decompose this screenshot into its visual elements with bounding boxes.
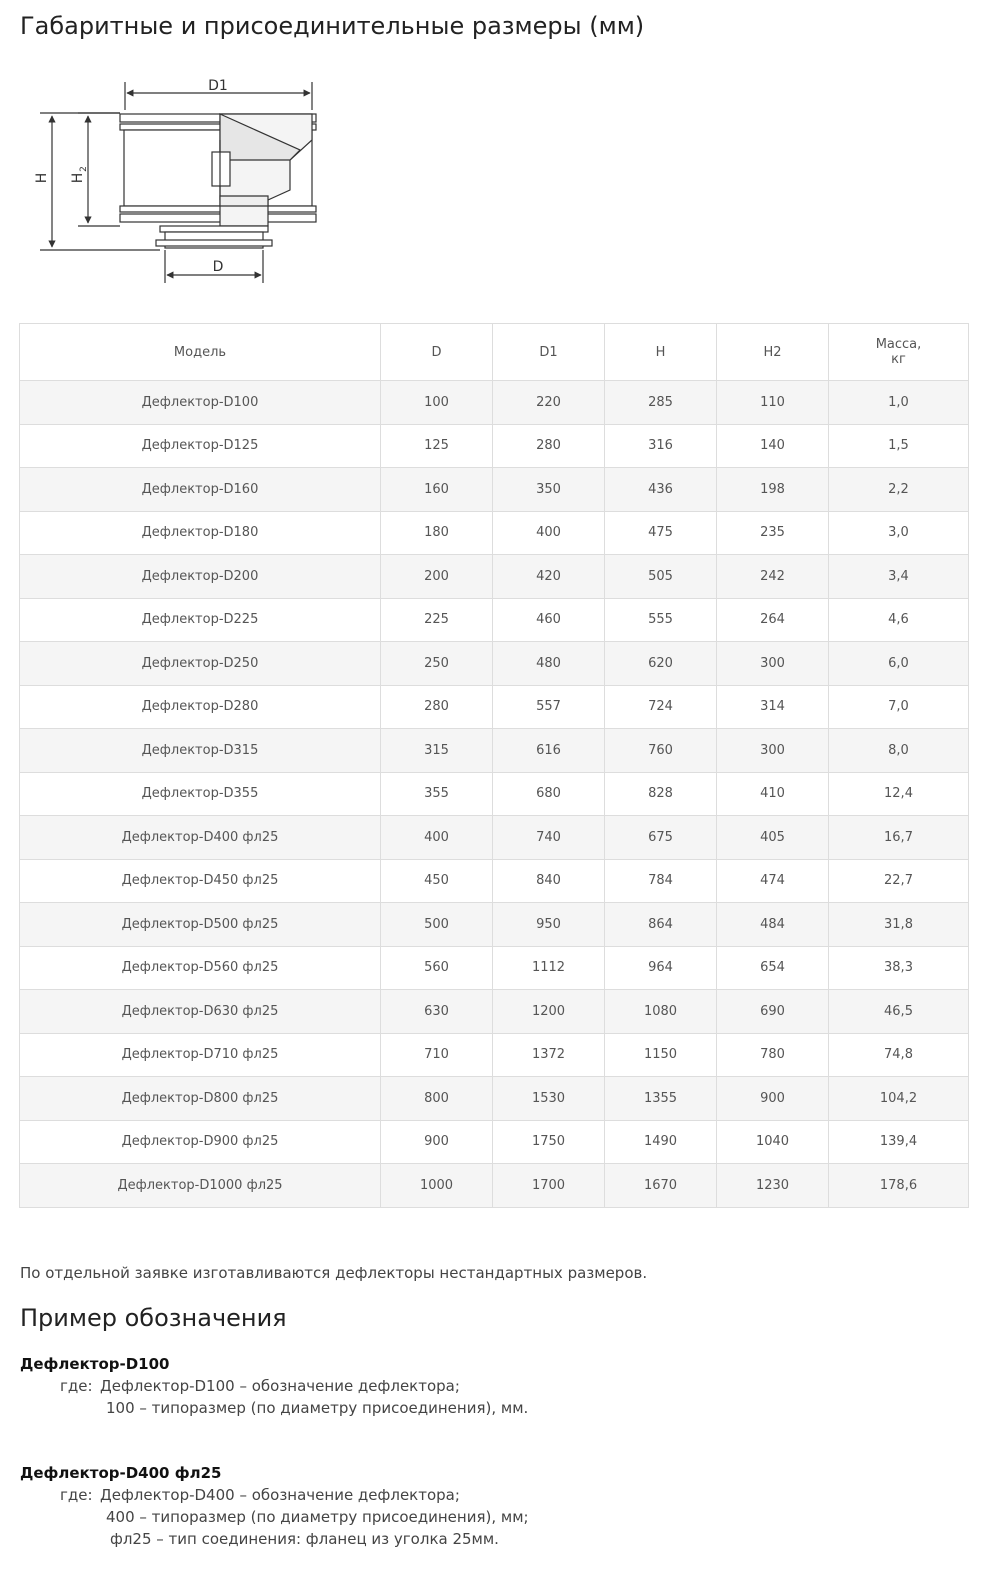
cell-d: 710 [381, 1033, 493, 1077]
cell-mass: 31,8 [829, 903, 969, 947]
cell-mass: 8,0 [829, 729, 969, 773]
cell-mass: 3,0 [829, 511, 969, 555]
example-where-label: где: [60, 1486, 93, 1504]
cell-d: 315 [381, 729, 493, 773]
example-title: Дефлектор-D400 фл25 [20, 1464, 222, 1482]
cell-model: Дефлектор-D250 [20, 642, 381, 686]
cell-d1: 400 [493, 511, 605, 555]
cell-d1: 950 [493, 903, 605, 947]
cell-d: 160 [381, 468, 493, 512]
cell-d: 900 [381, 1120, 493, 1164]
table-row [20, 946, 969, 990]
dim-label-h2: H [70, 172, 86, 184]
cell-mass: 4,6 [829, 598, 969, 642]
table-row [20, 1164, 969, 1208]
example-block-d400 [20, 1462, 920, 1550]
cell-d: 450 [381, 859, 493, 903]
cell-h2: 110 [717, 381, 829, 425]
cell-d1: 557 [493, 685, 605, 729]
cell-h2: 242 [717, 555, 829, 599]
table-row [20, 816, 969, 860]
table-row [20, 859, 969, 903]
example-line: фл25 – тип соединения: фланец из уголка 25мм. [110, 1530, 499, 1548]
example-title: Дефлектор-D100 [20, 1355, 170, 1373]
cell-h: 964 [605, 946, 717, 990]
cell-mass: 1,0 [829, 381, 969, 425]
cell-h: 505 [605, 555, 717, 599]
col-header-d1: D1 [493, 324, 605, 381]
table-row [20, 424, 969, 468]
cell-mass: 46,5 [829, 990, 969, 1034]
cell-h2: 1230 [717, 1164, 829, 1208]
col-header-mass [829, 324, 969, 381]
table-row [20, 729, 969, 773]
cell-model: Дефлектор-D225 [20, 598, 381, 642]
table-row [20, 903, 969, 947]
deflector-dimension-diagram [30, 72, 330, 292]
cell-model: Дефлектор-D200 [20, 555, 381, 599]
cell-h: 828 [605, 772, 717, 816]
table-row [20, 642, 969, 686]
table-row [20, 598, 969, 642]
table-row [20, 772, 969, 816]
cell-mass: 2,2 [829, 468, 969, 512]
cell-h: 475 [605, 511, 717, 555]
cell-d1: 1700 [493, 1164, 605, 1208]
cell-d: 355 [381, 772, 493, 816]
cell-d1: 480 [493, 642, 605, 686]
cell-mass: 38,3 [829, 946, 969, 990]
cell-model: Дефлектор-D160 [20, 468, 381, 512]
cell-h2: 300 [717, 729, 829, 773]
cell-model: Дефлектор-D450 фл25 [20, 859, 381, 903]
cell-model: Дефлектор-D1000 фл25 [20, 1164, 381, 1208]
col-header-model: Модель [20, 324, 381, 381]
dimensions-table [19, 323, 969, 1208]
cell-h2: 300 [717, 642, 829, 686]
col-header-h2: H2 [717, 324, 829, 381]
table-row [20, 1077, 969, 1121]
table-row [20, 511, 969, 555]
cell-d1: 840 [493, 859, 605, 903]
cell-h: 285 [605, 381, 717, 425]
cell-d1: 1372 [493, 1033, 605, 1077]
cell-d1: 680 [493, 772, 605, 816]
cell-model: Дефлектор-D800 фл25 [20, 1077, 381, 1121]
cell-h2: 264 [717, 598, 829, 642]
cell-d: 560 [381, 946, 493, 990]
cell-h2: 474 [717, 859, 829, 903]
col-header-h: H [605, 324, 717, 381]
cell-model: Дефлектор-D180 [20, 511, 381, 555]
cell-d1: 1112 [493, 946, 605, 990]
cell-h: 784 [605, 859, 717, 903]
cell-h2: 235 [717, 511, 829, 555]
cell-model: Дефлектор-D900 фл25 [20, 1120, 381, 1164]
cell-d: 630 [381, 990, 493, 1034]
cell-d1: 350 [493, 468, 605, 512]
example-line: 100 – типоразмер (по диаметру присоединения), мм. [106, 1399, 529, 1417]
cell-h2: 140 [717, 424, 829, 468]
dim-label-h: H [34, 172, 50, 184]
table-row [20, 555, 969, 599]
cell-d1: 1750 [493, 1120, 605, 1164]
cell-model: Дефлектор-D315 [20, 729, 381, 773]
cell-h2: 198 [717, 468, 829, 512]
cell-h: 1150 [605, 1033, 717, 1077]
cell-d: 1000 [381, 1164, 493, 1208]
table-row [20, 685, 969, 729]
cell-mass: 22,7 [829, 859, 969, 903]
cell-model: Дефлектор-D560 фл25 [20, 946, 381, 990]
cell-model: Дефлектор-D400 фл25 [20, 816, 381, 860]
cell-d1: 1530 [493, 1077, 605, 1121]
cell-h: 864 [605, 903, 717, 947]
dim-label-d: D [212, 259, 224, 275]
cell-h2: 780 [717, 1033, 829, 1077]
col-header-mass-label: Масса, [875, 337, 922, 352]
cell-h: 675 [605, 816, 717, 860]
cell-h2: 405 [717, 816, 829, 860]
cell-d: 500 [381, 903, 493, 947]
cell-h2: 690 [717, 990, 829, 1034]
cell-h: 724 [605, 685, 717, 729]
example-line [20, 1375, 920, 1397]
col-header-mass-unit: кг [891, 352, 906, 367]
cell-h: 1490 [605, 1120, 717, 1164]
cell-h2: 410 [717, 772, 829, 816]
cell-h2: 654 [717, 946, 829, 990]
cell-h: 316 [605, 424, 717, 468]
table-row [20, 1120, 969, 1164]
table-row [20, 990, 969, 1034]
example-line [20, 1484, 920, 1506]
cell-d: 180 [381, 511, 493, 555]
cell-d1: 420 [493, 555, 605, 599]
example-block-d100 [20, 1353, 920, 1419]
table-row [20, 381, 969, 425]
cell-h2: 314 [717, 685, 829, 729]
cell-d: 800 [381, 1077, 493, 1121]
cell-h2: 1040 [717, 1120, 829, 1164]
cell-mass: 104,2 [829, 1077, 969, 1121]
dim-label-h2-subscript: 2 [79, 166, 89, 172]
cell-mass: 7,0 [829, 685, 969, 729]
cell-mass: 6,0 [829, 642, 969, 686]
page-title: Габаритные и присоединительные размеры (мм) [20, 12, 645, 40]
table-header-row [20, 324, 969, 381]
example-text: Дефлектор-D400 – обозначение дефлектора; [100, 1486, 460, 1504]
cell-h: 436 [605, 468, 717, 512]
example-line: 400 – типоразмер (по диаметру присоединения), мм; [106, 1508, 529, 1526]
cell-d1: 1200 [493, 990, 605, 1034]
cell-h: 555 [605, 598, 717, 642]
cell-model: Дефлектор-D630 фл25 [20, 990, 381, 1034]
cell-d1: 280 [493, 424, 605, 468]
table-row [20, 468, 969, 512]
cell-model: Дефлектор-D125 [20, 424, 381, 468]
cell-d1: 220 [493, 381, 605, 425]
cell-model: Дефлектор-D355 [20, 772, 381, 816]
cell-d: 100 [381, 381, 493, 425]
example-text: Дефлектор-D100 – обозначение дефлектора; [100, 1377, 460, 1395]
dim-label-d1: D1 [208, 78, 228, 94]
cell-d: 225 [381, 598, 493, 642]
cell-d1: 460 [493, 598, 605, 642]
example-where-label: где: [60, 1377, 93, 1395]
cell-d: 400 [381, 816, 493, 860]
cell-h: 620 [605, 642, 717, 686]
cell-mass: 16,7 [829, 816, 969, 860]
cell-d: 200 [381, 555, 493, 599]
cell-d: 250 [381, 642, 493, 686]
cell-h: 1355 [605, 1077, 717, 1121]
cell-mass: 178,6 [829, 1164, 969, 1208]
cell-model: Дефлектор-D280 [20, 685, 381, 729]
cell-h: 1080 [605, 990, 717, 1034]
cell-model: Дефлектор-D100 [20, 381, 381, 425]
cell-d: 280 [381, 685, 493, 729]
cell-d: 125 [381, 424, 493, 468]
cell-h: 1670 [605, 1164, 717, 1208]
cell-mass: 74,8 [829, 1033, 969, 1077]
cell-d1: 616 [493, 729, 605, 773]
cell-mass: 139,4 [829, 1120, 969, 1164]
custom-size-note: По отдельной заявке изготавливаются дефлекторы нестандартных размеров. [20, 1264, 648, 1282]
cell-model: Дефлектор-D710 фл25 [20, 1033, 381, 1077]
cell-h2: 900 [717, 1077, 829, 1121]
cell-d1: 740 [493, 816, 605, 860]
cell-mass: 3,4 [829, 555, 969, 599]
col-header-d: D [381, 324, 493, 381]
cell-mass: 1,5 [829, 424, 969, 468]
example-section-title: Пример обозначения [20, 1304, 287, 1332]
cell-mass: 12,4 [829, 772, 969, 816]
cell-model: Дефлектор-D500 фл25 [20, 903, 381, 947]
table-row [20, 1033, 969, 1077]
cell-h: 760 [605, 729, 717, 773]
cell-h2: 484 [717, 903, 829, 947]
